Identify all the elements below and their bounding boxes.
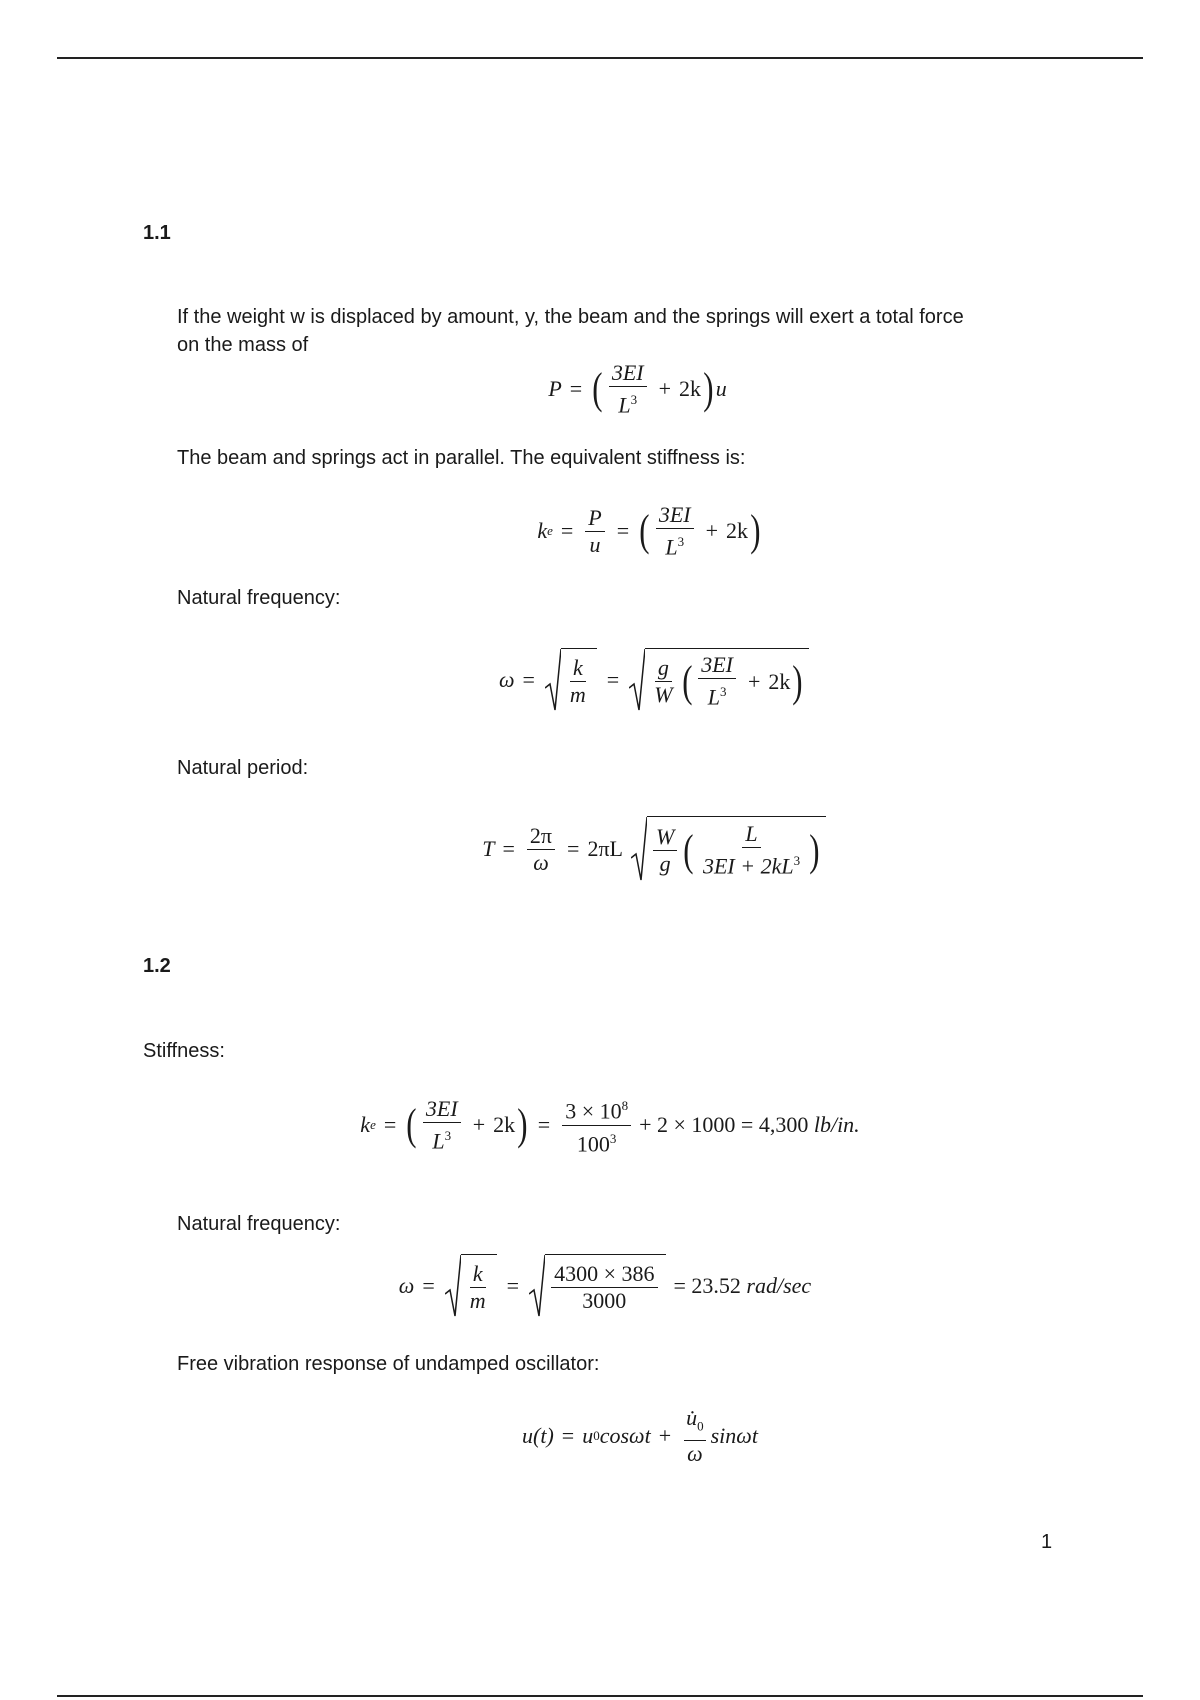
natural-frequency-label-1: Natural frequency: (177, 587, 341, 609)
equation-stiffness-numeric: k e = ( $\frac{3EI}{L^3}$ + 2k ) = $\frac{3 \times 10^8}{100^3}$ + 2 × 1000 = 4,300 lb/in. (0, 1094, 1200, 1156)
sqrt-sign: $\frac{W}{g}$ ( $\frac{L}{3EI + 2kL^3}$ ) (631, 816, 826, 882)
stiffness-label: Stiffness: (143, 1040, 225, 1062)
page-number: 1 (1041, 1531, 1053, 1553)
section-heading-1-2: 1.2 (143, 955, 171, 977)
natural-frequency-label-2: Natural frequency: (177, 1213, 341, 1235)
parallel-text: The beam and springs act in parallel. The equivalent stiffness is: (177, 447, 746, 469)
sqrt-sign: $\frac{4300 \times 386}{3000}$ (529, 1254, 665, 1318)
sqrt-sign: $\frac{k}{m}$ (545, 648, 597, 712)
intro-line-2: on the mass of (177, 334, 309, 356)
intro-paragraph (177, 303, 964, 359)
bottom-rule (57, 1695, 1143, 1697)
sqrt-sign: $\frac{k}{m}$ (445, 1254, 497, 1318)
equation-natural-frequency: ω = $\frac{k}{m}$ = $\frac{g}{W}$ ( $\frac{3EI}{L^3}$ + 2k ) (0, 640, 1200, 720)
free-vibration-text: Free vibration response of undamped oscillator: (177, 1353, 600, 1375)
equation-equivalent-stiffness: k e = $\frac{P}{u}$ = ( $\frac{3EI}{L^3}$ + 2k ) (537, 501, 761, 560)
equation-force: P = ( $\frac{3EI}{L^3}$ + 2k ) u (548, 359, 727, 418)
intro-line-1: If the weight w is displaced by amount, y, the beam and the springs will exert a total force (177, 306, 964, 328)
natural-period-label: Natural period: (177, 757, 309, 779)
equation-frequency-numeric: ω = $\frac{k}{m}$ = $\frac{4300 \times 386}{3000}$ = 23.52 rad/sec (0, 1246, 1200, 1326)
top-rule (57, 57, 1143, 59)
sqrt-sign: $\frac{g}{W}$ ( $\frac{3EI}{L^3}$ + 2k ) (629, 648, 809, 712)
equation-free-vibration: u(t) = u 0 cosωt + $\frac{u̇_0}{\omega}$ sinωt (522, 1405, 758, 1466)
section-heading-1-1: 1.1 (143, 222, 171, 244)
equation-natural-period: T = $\frac{2\pi}{\omega}$ = 2πL $\frac{W}{g}$ ( $\frac{L}{3EI + 2kL^3}$ ) (0, 808, 1200, 890)
